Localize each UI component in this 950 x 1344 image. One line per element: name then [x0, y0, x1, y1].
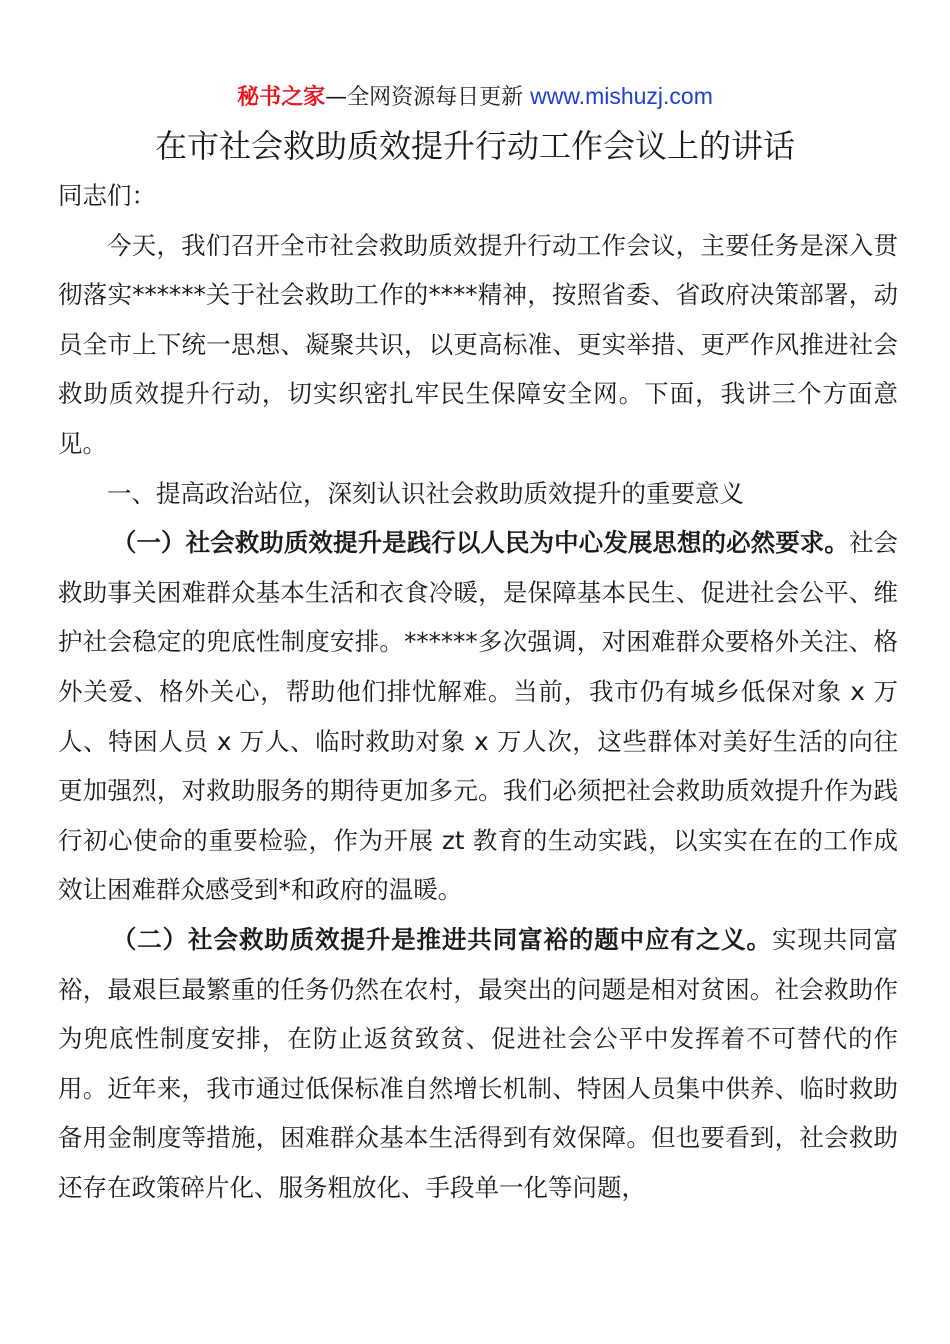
subsection-paragraph-1 [58, 518, 898, 915]
brand-name: 秘书之家 [237, 85, 326, 110]
document-body [58, 171, 898, 1212]
site-url[interactable]: www.mishuzj.com [530, 83, 713, 109]
subsection-text-1: 社会救助事关困难群众基本生活和衣食冷暖，是保障基本民生、促进社会公平、维护社会稳定的兜底性制度安排。******多次强调，对困难群众要格外关注、格外关爱、格外关心，帮助他们排忧解难。当前，我市仍有城乡低保对象 x 万人、特困人员 x 万人、临时救助对象 x 万人次，这些群体对美好生活的向往更加强烈，对救助服务的期待更加多元。我们必须把社会救助质效提升作为践行初心使命的重要检验，作为开展 zt 教育的生动实践，以实实在在的工作成效让困难群众感受到*和政府的温暖。 [58, 528, 899, 905]
salutation: 同志们： [58, 181, 156, 210]
subsection-text-2: 实现共同富裕，最艰巨最繁重的任务仍然在农村，最突出的问题是相对贫困。社会救助作为兜底性制度安排，在防止返贫致贫、促进社会公平中发挥着不可替代的作用。近年来，我市通过低保标准自然增长机制、特困人员集中供养、临时救助备用金制度等措施，困难群众基本生活得到有效保障。但也要看到，社会救助还存在政策碎片化、服务粗放化、手段单一化等问题， [58, 924, 899, 1202]
site-banner [0, 80, 950, 114]
subsection-heading-1: （一）社会救助质效提升是践行以人民为中心发展思想的必然要求。 [111, 528, 849, 558]
document-title: 在市社会救助质效提升行动工作会议上的讲话 [154, 127, 795, 165]
subsection-heading-2: （二）社会救助质效提升是推进共同富裕的题中应有之义。 [111, 924, 772, 954]
subsection-paragraph-2 [58, 915, 898, 1213]
intro-paragraph: 今天，我们召开全市社会救助质效提升行动工作会议，主要任务是深入贯彻落实******关于社会救助工作的****精神，按照省委、省政府决策部署，动员全市上下统一思想、凝聚共识，以更高标准、更实举措、更严作风推进社会救助质效提升行动，切实织密扎牢民生保障安全网。下面，我讲三个方面意见。 [58, 230, 898, 458]
section-heading-1: 一、提高政治站位，深刻认识社会救助质效提升的重要意义 [107, 478, 744, 508]
brand-tagline: —全网资源每日更新 [325, 85, 531, 110]
